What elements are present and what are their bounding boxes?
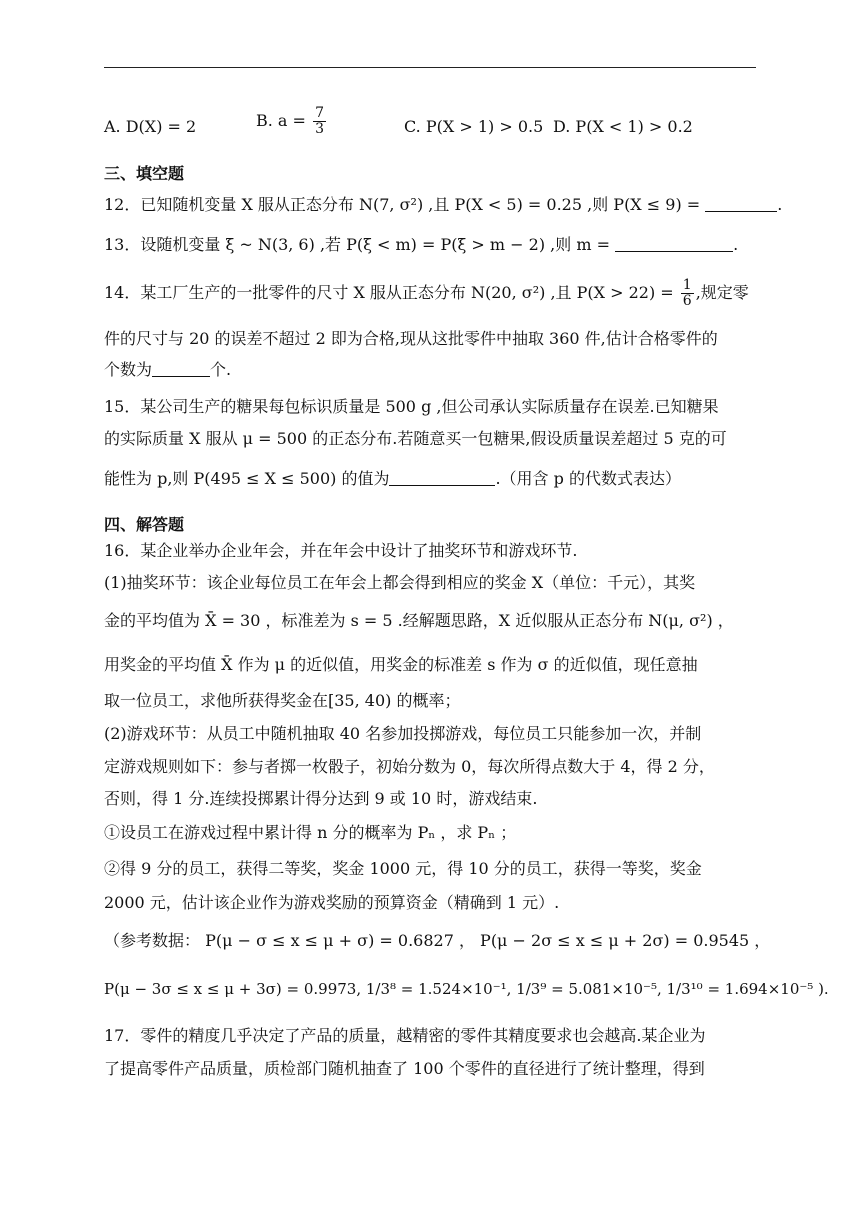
question-14-line3 [104, 359, 760, 381]
section-heading-solutions: 四、解答题 [104, 515, 185, 534]
option-d: D. P(X < 1) > 0.2 [553, 117, 693, 136]
question-16-line10: ②得 9 分的员工，获得二等奖，奖金 1000 元，得 10 分的员工，获得一等奖，奖金 [104, 859, 702, 878]
question-16-line13: P(μ − 3σ ≤ x ≤ μ + 3σ) = 0.9973, 1/3⁸ = 1.524×10⁻¹, 1/3⁹ = 5.081×10⁻⁵, 1/3¹⁰ = 1.694×10⁻⁵ ). [104, 980, 829, 998]
question-16-line2: (1)抽奖环节：该企业每位员工在年会上都会得到相应的奖金 X（单位：千元），其奖 [104, 573, 696, 592]
question-16-line7: 定游戏规则如下：参与者掷一枚骰子，初始分数为 0，每次所得点数大于 4，得 2 分， [104, 757, 715, 776]
question-12-text: 12．已知随机变量 X 服从正态分布 N(7, σ²) ,且 P(X < 5) = 0.25 ,则 P(X ≤ 9) = [104, 195, 701, 214]
option-b-fraction [313, 106, 326, 137]
question-17-line2: 了提高零件产品质量，质检部门随机抽查了 100 个零件的直径进行了统计整理，得到 [104, 1059, 705, 1078]
option-b-denominator: 3 [315, 121, 324, 137]
question-12: 12．已知随机变量 X 服从正态分布 N(7, σ²) ,且 P(X < 5) = 0.25 ,则 P(X ≤ 9) = . [104, 195, 783, 214]
question-16-line6: (2)游戏环节：从员工中随机抽取 40 名参加投掷游戏，每位员工只能参加一次，并制 [104, 724, 702, 743]
option-b-prefix: B. a = [256, 111, 306, 130]
question-17-line1: 17．零件的精度几乎决定了产品的质量，越精密的零件其精度要求也会越高.某企业为 [104, 1026, 706, 1045]
question-16-line12: （参考数据： P(μ − σ ≤ x ≤ μ + σ) = 0.6827 ， P(μ − 2σ ≤ x ≤ μ + 2σ) = 0.9545 ， [104, 931, 771, 950]
question-15-line1: 15．某公司生产的糖果每包标识质量是 500 g ,但公司承认实际质量存在误差.已知糖果 [104, 397, 719, 416]
question-16-line9: ①设员工在游戏过程中累计得 n 分的概率为 Pₙ ，求 Pₙ ； [104, 823, 517, 842]
answer-blank-12[interactable] [705, 195, 777, 212]
answer-blank-14[interactable] [152, 360, 210, 377]
question-14-numerator: 1 [682, 277, 692, 293]
header-rule [104, 67, 756, 68]
option-c: C. P(X > 1) > 0.5 [404, 117, 544, 136]
option-b [256, 106, 328, 137]
question-16-line8: 否则，得 1 分.连续投掷累计得分达到 9 或 10 时，游戏结束. [104, 789, 538, 808]
question-14-line3-end: 个. [210, 360, 232, 379]
question-13: 13．设随机变量 ξ ~ N(3, 6) ,若 P(ξ < m) = P(ξ > m − 2) ,则 m = . [104, 235, 739, 254]
question-14-line2: 件的尺寸与 20 的误差不超过 2 即为合格,现从这批零件中抽取 360 件,估计合格零件的 [104, 329, 718, 348]
section-heading-fill-in: 三、填空题 [104, 164, 185, 183]
answer-blank-15[interactable] [389, 469, 495, 486]
answer-blank-13[interactable] [615, 235, 733, 252]
question-16-line5: 取一位员工，求他所获得奖金在[35, 40) 的概率； [104, 691, 461, 710]
question-15-line3-text: 能性为 p,则 P(495 ≤ X ≤ 500) 的值为 [104, 469, 390, 488]
question-15-line3-end: .（用含 p 的代数式表达） [495, 469, 681, 488]
question-13-text: 13．设随机变量 ξ ~ N(3, 6) ,若 P(ξ < m) = P(ξ > m − 2) ,则 m = [104, 235, 610, 254]
question-14-denominator: 6 [682, 293, 692, 309]
question-15-line3 [104, 468, 760, 490]
option-b-numerator: 7 [315, 105, 324, 121]
question-16-line3: 金的平均值为 X̄ = 30 ，标准差为 s = 5 .经解题思路，X 近似服从正态分布 N(μ, σ²) ， [104, 611, 734, 630]
question-14-text-b: ,规定零 [695, 283, 749, 302]
question-16-line1: 16．某企业举办企业年会，并在年会中设计了抽奖环节和游戏环节. [104, 541, 578, 560]
option-a: A. D(X) = 2 [104, 117, 197, 136]
question-16-line11: 2000 元，估计该企业作为游戏奖励的预算资金（精确到 1 元）. [104, 893, 560, 912]
question-14-fraction [681, 278, 694, 309]
question-16-line4: 用奖金的平均值 X̄ 作为 μ 的近似值，用奖金的标准差 s 作为 σ 的近似值，现任意抽 [104, 655, 698, 674]
question-14-line1 [104, 278, 760, 309]
question-15-line2: 的实际质量 X 服从 μ = 500 的正态分布.若随意买一包糖果,假设质量误差超过 5 克的可 [104, 429, 727, 448]
question-14-line3-text: 个数为 [104, 360, 153, 379]
question-14-text-a: 14．某工厂生产的一批零件的尺寸 X 服从正态分布 N(20, σ²) ,且 P(X > 22) = [104, 283, 674, 302]
